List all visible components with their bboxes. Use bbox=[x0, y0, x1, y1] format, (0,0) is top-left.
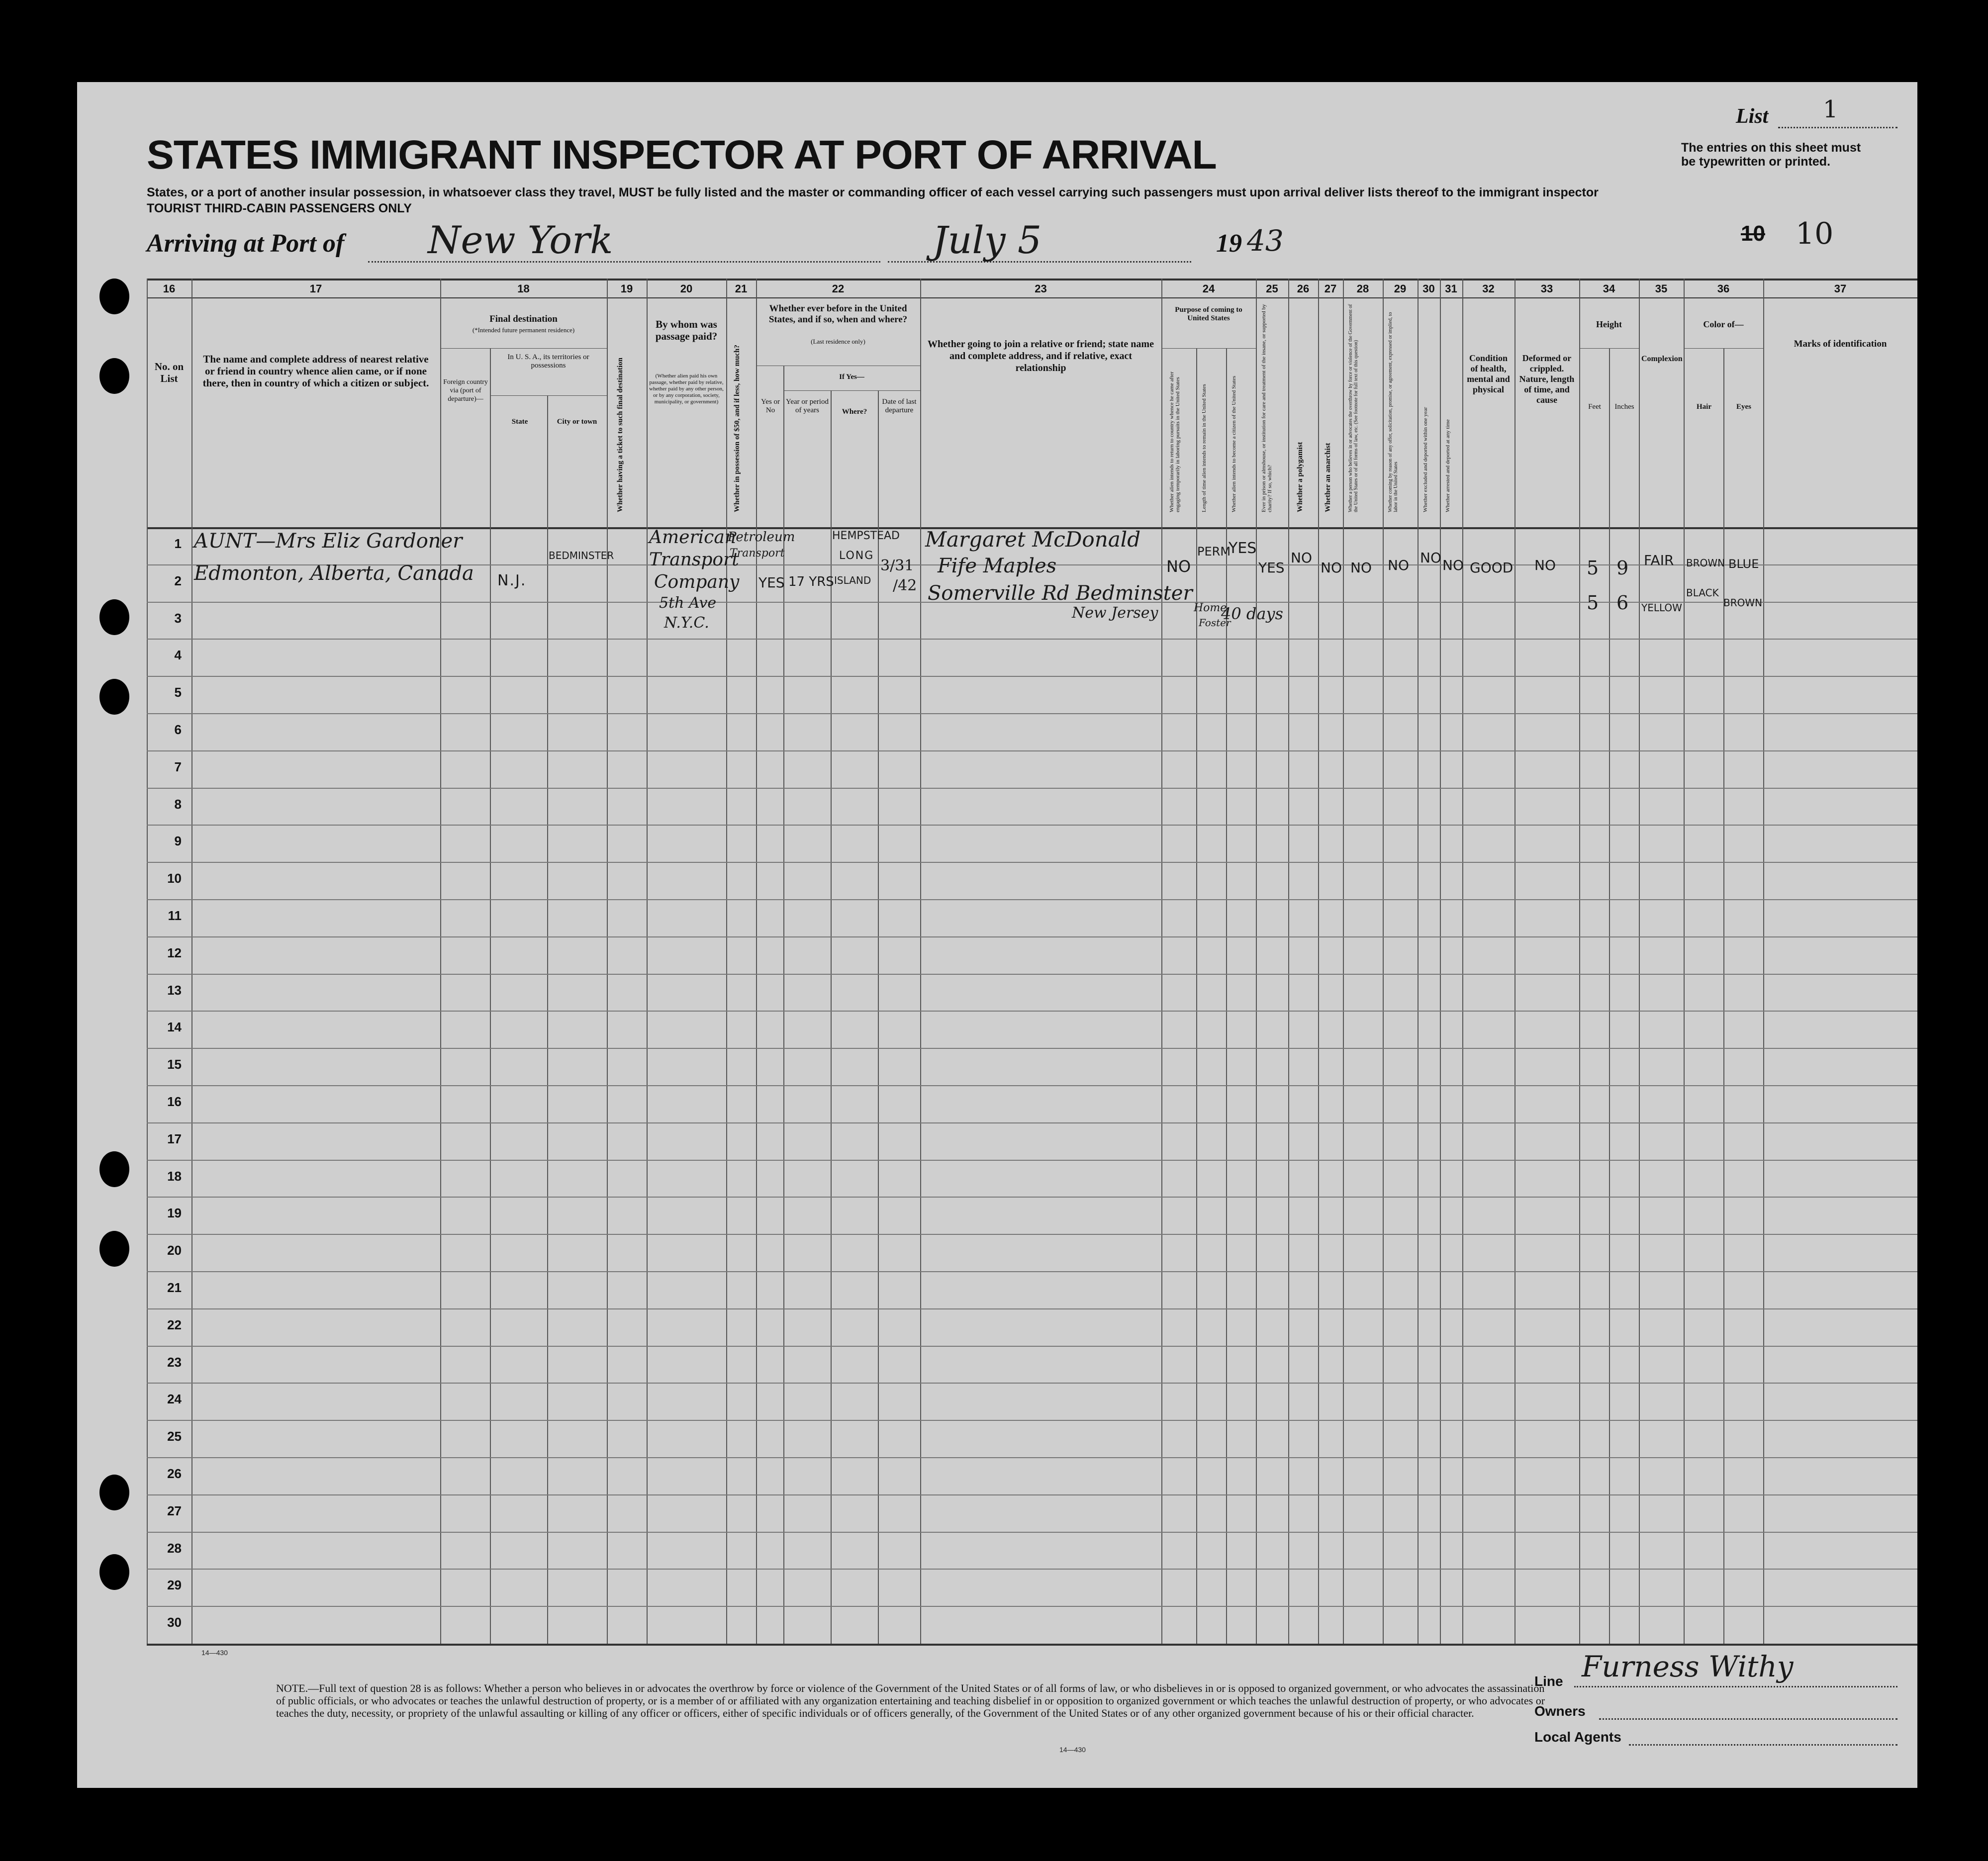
col-divider bbox=[607, 279, 608, 1644]
row-rule bbox=[147, 676, 1917, 677]
purpose-note-1: Home bbox=[1194, 602, 1227, 614]
colnum-rule bbox=[147, 297, 1917, 298]
col-divider bbox=[1226, 348, 1227, 1644]
row-number: 14 bbox=[167, 1020, 182, 1034]
excluded-answer: NO bbox=[1420, 550, 1441, 566]
col36-header: Color of— bbox=[1703, 319, 1744, 329]
date-value: July 5 bbox=[933, 218, 1042, 262]
row-number: 5 bbox=[174, 685, 182, 700]
col-number: 32 bbox=[1482, 282, 1495, 295]
row-rule bbox=[147, 1308, 1917, 1309]
year-written: 43 bbox=[1247, 224, 1284, 258]
col-divider bbox=[1418, 279, 1419, 1644]
col27-header: Whether an anarchist bbox=[1324, 443, 1332, 512]
sub-rule bbox=[1161, 348, 1256, 349]
col33-header: Deformed or crippled. Nature, length of time, and cause bbox=[1519, 353, 1575, 405]
row-rule bbox=[147, 1383, 1917, 1384]
page-number: 10 bbox=[1796, 216, 1834, 251]
purpose-b: PERM bbox=[1197, 545, 1231, 558]
page-number-struck: 10 bbox=[1741, 221, 1765, 246]
overthrow-answer: NO bbox=[1350, 559, 1372, 576]
col-divider bbox=[547, 395, 548, 1644]
entries-note-2: be typewritten or printed. bbox=[1681, 155, 1831, 169]
list-value: 1 bbox=[1823, 95, 1838, 123]
col34-header: Height bbox=[1596, 319, 1622, 329]
row-rule bbox=[147, 750, 1917, 751]
year-printed: 19 bbox=[1216, 229, 1242, 258]
col24a-header: Whether alien intends to return to country whence he came after engaging temporarily in laboring pursuits in the United States bbox=[1169, 372, 1181, 512]
col-divider bbox=[490, 348, 491, 1644]
relative-name: AUNT—Mrs Eliz Gardoner bbox=[194, 530, 463, 553]
col-number: 23 bbox=[1035, 282, 1047, 295]
passage-line2: Transport bbox=[649, 550, 739, 570]
feet-1: 5 bbox=[1587, 557, 1599, 579]
form-code-bottom: 14—430 bbox=[1059, 1746, 1086, 1754]
list-label: List bbox=[1736, 105, 1769, 128]
col-divider bbox=[147, 279, 148, 1644]
col22-years: Year or period of years bbox=[786, 398, 829, 414]
col22-where: Where? bbox=[842, 408, 867, 416]
col-divider bbox=[1343, 279, 1344, 1644]
row-number: 23 bbox=[167, 1355, 182, 1370]
sub-rule bbox=[1579, 348, 1639, 349]
row-rule bbox=[147, 899, 1917, 900]
row-rule bbox=[147, 1160, 1917, 1161]
col25-header: Ever in prison or almshouse, or institution for care and treatment of the insane, or supported by charity? If so, which? bbox=[1261, 304, 1273, 512]
row-rule bbox=[147, 1085, 1917, 1086]
col18-state: State bbox=[511, 418, 528, 426]
row-rule bbox=[147, 974, 1917, 975]
row-rule bbox=[147, 1271, 1917, 1272]
col-number: 24 bbox=[1202, 282, 1215, 295]
hair-2: BLACK bbox=[1686, 587, 1719, 599]
arrested-answer: NO bbox=[1442, 557, 1464, 573]
date-field bbox=[888, 218, 1191, 263]
col-number: 34 bbox=[1603, 282, 1615, 295]
col-divider bbox=[1383, 279, 1384, 1644]
polygamist-answer: NO bbox=[1291, 550, 1312, 566]
col36-hair: Hair bbox=[1697, 403, 1711, 411]
col-divider bbox=[1288, 279, 1289, 1644]
row-number: 13 bbox=[167, 983, 182, 998]
row-rule bbox=[147, 1420, 1917, 1421]
row-number: 19 bbox=[167, 1206, 182, 1220]
col37-header: Marks of identification bbox=[1794, 339, 1887, 349]
row-number: 10 bbox=[167, 871, 182, 886]
row-number: 29 bbox=[167, 1578, 182, 1592]
col24-header: Purpose of coming to United States bbox=[1175, 306, 1242, 322]
port-field bbox=[368, 218, 880, 263]
row-rule bbox=[147, 1346, 1917, 1347]
line-value: Furness Withy bbox=[1582, 1650, 1794, 1683]
table-top-border bbox=[147, 279, 1917, 280]
row-rule bbox=[147, 936, 1917, 937]
footnote-question-28: NOTE.—Full text of question 28 is as follows: Whether a person who believes in or advocates the overthrow by force or violence of the Government of the United States or of all forms of law, or who disbelieves in or is opposed to organized government, or who advocates the assassination of public officials, or who advocates or teaches the unlawful destruction of property, or is a member of or affiliated with any organization entertaining and teaching disbelief in or opposition to organized government or which teaches the unlawful destruction of property, or who advocates or teaches the duty, necessity, or propriety of the unlawful assaulting or killing of any officer or officers, either of specific individuals or of officers generally, of the Government of the United States or of any other organized government because of his or their official character. bbox=[276, 1682, 1545, 1719]
complexion-1: FAIR bbox=[1644, 552, 1674, 568]
passage-line5: N.Y.C. bbox=[664, 614, 709, 632]
row-number: 25 bbox=[167, 1429, 182, 1444]
join-address-1: Fife Maples bbox=[938, 555, 1057, 577]
passenger-class: TOURIST THIRD-CABIN PASSENGERS ONLY bbox=[147, 201, 412, 215]
row-rule bbox=[147, 1011, 1917, 1012]
eyes-2: BROWN bbox=[1723, 597, 1763, 609]
before-yes: YES bbox=[758, 574, 785, 591]
col-divider bbox=[1723, 348, 1724, 1644]
local-agents-field bbox=[1629, 1729, 1897, 1746]
dest-state: N.J. bbox=[497, 572, 527, 589]
col31-header: Whether arrested and deported at any time bbox=[1445, 419, 1451, 512]
passage-line1: American bbox=[649, 527, 736, 548]
sub-rule bbox=[490, 395, 607, 396]
purpose-note-2: Foster bbox=[1199, 617, 1231, 629]
col-divider bbox=[1609, 348, 1610, 1644]
col22-datedep: Date of last departure bbox=[882, 398, 917, 414]
col19-header: Whether having a ticket to such final destination bbox=[616, 358, 624, 512]
col-divider bbox=[1256, 279, 1257, 1644]
cash-note: Petroleum bbox=[728, 530, 795, 545]
row-number: 20 bbox=[167, 1243, 182, 1258]
join-name: Margaret McDonald bbox=[925, 527, 1141, 552]
relative-address: Edmonton, Alberta, Canada bbox=[194, 562, 474, 585]
row-rule bbox=[147, 1122, 1917, 1123]
punch-hole bbox=[99, 1151, 129, 1187]
col18-usa: In U. S. A., its territories or possessions bbox=[507, 353, 589, 370]
col-divider bbox=[1639, 279, 1640, 1644]
col34-feet: Feet bbox=[1588, 403, 1601, 411]
col22-yesno: Yes or No bbox=[760, 398, 780, 414]
col20-header: By whom was passage paid? bbox=[655, 318, 718, 342]
join-address-2: Somerville Rd Bedminster bbox=[928, 582, 1193, 605]
col-divider bbox=[1763, 279, 1764, 1644]
row-number: 9 bbox=[174, 834, 182, 848]
sub-rule bbox=[440, 348, 607, 349]
col-number: 18 bbox=[517, 282, 530, 295]
col28-header: Whether a person who believes in or advocates the overthrow by force or violence of the Government of the United States or of all forms of law, etc. (See footnote for full text of this question) bbox=[1348, 304, 1359, 512]
row-number: 2 bbox=[174, 573, 182, 588]
before-years: 17 YRS bbox=[788, 574, 834, 589]
col-number: 31 bbox=[1445, 282, 1457, 295]
col-divider bbox=[1579, 279, 1580, 1644]
col-divider bbox=[1318, 279, 1319, 1644]
deformed-answer: NO bbox=[1534, 557, 1556, 573]
form-subtitle: States, or a port of another insular possession, in whatsoever class they travel, MUST be fully listed and the master or commanding officer of each vessel carrying such passengers must upon arrival deliver lists thereof to the immigrant inspector bbox=[147, 186, 1599, 199]
owners-label: Owners bbox=[1534, 1703, 1586, 1719]
col-divider bbox=[726, 279, 727, 1644]
col-divider bbox=[920, 279, 921, 1644]
col20-subheader: (Whether alien paid his own passage, whether paid by relative, whether paid by any other person, or by any corporation, society, municipality, or government) bbox=[649, 373, 724, 405]
col18-foreign: Foreign country via (port of departure)— bbox=[443, 378, 488, 403]
eyes-1: BLUE bbox=[1728, 557, 1759, 571]
before-date-1: 3/31 bbox=[880, 557, 914, 574]
col-number: 25 bbox=[1266, 282, 1278, 295]
before-where-1: HEMPSTEAD bbox=[832, 530, 900, 542]
col-number: 22 bbox=[832, 282, 845, 295]
form-title: STATES IMMIGRANT INSPECTOR AT PORT OF ARRIVAL bbox=[147, 132, 1217, 178]
col-number: 17 bbox=[309, 282, 322, 295]
row-number: 17 bbox=[167, 1131, 182, 1146]
col-number: 37 bbox=[1834, 282, 1847, 295]
row-number: 8 bbox=[174, 797, 182, 812]
row-number: 18 bbox=[167, 1169, 182, 1184]
inches-1: 9 bbox=[1616, 557, 1629, 579]
local-agents-label: Local Agents bbox=[1534, 1729, 1621, 1745]
col24c-header: Whether alien intends to become a citizen of the United States bbox=[1231, 375, 1237, 512]
list-field bbox=[1778, 95, 1897, 128]
punch-hole bbox=[99, 279, 129, 314]
feet-2: 5 bbox=[1587, 592, 1599, 614]
row-rule bbox=[147, 1048, 1917, 1049]
port-value: New York bbox=[428, 218, 613, 262]
col-divider bbox=[191, 279, 192, 1644]
row-rule bbox=[147, 1234, 1917, 1235]
col22-subheader: (Last residence only) bbox=[811, 338, 865, 345]
inches-2: 6 bbox=[1616, 592, 1629, 614]
row-rule bbox=[147, 1197, 1917, 1198]
col34-inches: Inches bbox=[1614, 403, 1634, 411]
row-rule bbox=[147, 639, 1917, 640]
row-number: 26 bbox=[167, 1466, 182, 1481]
col36-eyes: Eyes bbox=[1736, 403, 1751, 411]
dest-city: BEDMINSTER bbox=[549, 550, 614, 561]
row-number: 6 bbox=[174, 722, 182, 737]
col29-header: Whether coming by reason of any offer, solicitation, promise, or agreement, expressed or implied, to labor in the United States bbox=[1388, 312, 1399, 512]
col-divider bbox=[1684, 279, 1685, 1644]
row-number: 30 bbox=[167, 1615, 182, 1630]
before-date-2: /42 bbox=[893, 577, 917, 594]
col-number: 35 bbox=[1655, 282, 1668, 295]
col-number: 19 bbox=[620, 282, 633, 295]
col35-header: Complexion bbox=[1641, 355, 1683, 363]
purpose-a: NO bbox=[1166, 557, 1191, 576]
row-number: 1 bbox=[174, 536, 182, 551]
row-rule bbox=[147, 713, 1917, 714]
line-label: Line bbox=[1534, 1674, 1563, 1689]
col-number: 30 bbox=[1422, 282, 1435, 295]
col-number: 33 bbox=[1540, 282, 1553, 295]
passage-line3: Company bbox=[654, 572, 740, 592]
form-sheet bbox=[77, 82, 1917, 1788]
col-number: 36 bbox=[1717, 282, 1730, 295]
row-number: 27 bbox=[167, 1503, 182, 1518]
col32-header: Condition of health, mental and physical bbox=[1467, 353, 1510, 394]
manifest-table bbox=[147, 279, 1917, 1657]
row-rule bbox=[147, 862, 1917, 863]
row-number: 12 bbox=[167, 945, 182, 960]
col21-header: Whether in possession of $50, and if less, how much? bbox=[733, 345, 741, 512]
col22-header: Whether ever before in the United States, and if so, when and where? bbox=[768, 303, 908, 325]
row-number: 15 bbox=[167, 1057, 182, 1072]
row-number: 21 bbox=[167, 1280, 182, 1295]
col18-city: City or town bbox=[557, 418, 597, 426]
owners-field bbox=[1599, 1703, 1897, 1720]
row-number: 7 bbox=[174, 759, 182, 774]
col-divider bbox=[1196, 348, 1197, 1644]
col26-header: Whether a polygamist bbox=[1296, 442, 1304, 512]
col30-header: Whether excluded and deported within one year bbox=[1422, 407, 1428, 512]
col16-header: No. on List bbox=[154, 361, 184, 384]
punch-hole bbox=[99, 358, 129, 394]
row-number: 3 bbox=[174, 611, 182, 626]
col17-header: The name and complete address of nearest relative or friend in country whence alien came, or if none there, then in country of which a citizen or subject. bbox=[202, 353, 429, 389]
before-where-2: LONG bbox=[839, 550, 874, 562]
col18-subheader: (*Intended future permanent residence) bbox=[472, 326, 575, 334]
arriving-label: Arriving at Port of bbox=[147, 229, 345, 258]
col-number: 28 bbox=[1356, 282, 1369, 295]
purpose-c: YES bbox=[1229, 540, 1257, 557]
col-number: 29 bbox=[1394, 282, 1407, 295]
line-field bbox=[1574, 1650, 1897, 1687]
entries-note-1: The entries on this sheet must bbox=[1681, 141, 1861, 155]
row-rule bbox=[147, 1569, 1917, 1570]
punch-hole bbox=[99, 599, 129, 635]
row-rule bbox=[147, 1457, 1917, 1458]
table-bottom-border bbox=[147, 1644, 1917, 1646]
col-divider bbox=[756, 279, 757, 1644]
col-divider bbox=[1161, 279, 1162, 1644]
row-number: 24 bbox=[167, 1392, 182, 1406]
row-rule bbox=[147, 1494, 1917, 1495]
punch-hole bbox=[99, 679, 129, 715]
row-rule bbox=[147, 1532, 1917, 1533]
col-number: 26 bbox=[1297, 282, 1310, 295]
col-divider bbox=[1462, 279, 1463, 1644]
punch-hole bbox=[99, 1231, 129, 1267]
row-number: 11 bbox=[168, 908, 182, 923]
col22-ifyes: If Yes— bbox=[839, 373, 864, 381]
prison-answer: YES bbox=[1258, 559, 1285, 576]
row-rule bbox=[147, 788, 1917, 789]
col-number: 27 bbox=[1324, 282, 1337, 295]
col-divider bbox=[440, 279, 441, 1644]
row-number: 28 bbox=[167, 1541, 182, 1556]
purpose-note-3: 40 days bbox=[1221, 604, 1283, 623]
col18-header: Final destination bbox=[489, 314, 558, 324]
punch-hole bbox=[99, 1475, 129, 1510]
col-divider bbox=[647, 279, 648, 1644]
row-number: 4 bbox=[174, 648, 182, 662]
col24b-header: Length of time alien intends to remain in the United States bbox=[1201, 384, 1207, 512]
col-number: 21 bbox=[735, 282, 748, 295]
anarchist-answer: NO bbox=[1321, 559, 1342, 576]
sub-rule bbox=[1684, 348, 1763, 349]
row-number: 16 bbox=[167, 1094, 182, 1109]
join-address-3: New Jersey bbox=[1072, 604, 1158, 622]
before-where-3: ISLAND bbox=[834, 574, 871, 586]
row-number: 22 bbox=[167, 1317, 182, 1332]
col23-header: Whether going to join a relative or friend; state name and complete address, and if relative, exact relationship bbox=[928, 339, 1154, 373]
row-rule bbox=[147, 825, 1917, 826]
labor-answer: NO bbox=[1388, 557, 1409, 573]
health-answer: GOOD bbox=[1470, 559, 1514, 576]
row-rule bbox=[147, 1606, 1917, 1607]
col-divider bbox=[1440, 279, 1441, 1644]
col-number: 16 bbox=[163, 282, 176, 295]
cash-note-2: Transport bbox=[730, 547, 785, 559]
complexion-2: YELLOW bbox=[1641, 602, 1682, 614]
form-code-table: 14—430 bbox=[201, 1649, 228, 1657]
sub-rule bbox=[783, 390, 920, 391]
hair-1: BROWN bbox=[1686, 557, 1725, 569]
col-divider bbox=[878, 390, 879, 1644]
punch-hole bbox=[99, 1554, 129, 1590]
col-number: 20 bbox=[680, 282, 693, 295]
passage-line4: 5th Ave bbox=[659, 594, 717, 612]
